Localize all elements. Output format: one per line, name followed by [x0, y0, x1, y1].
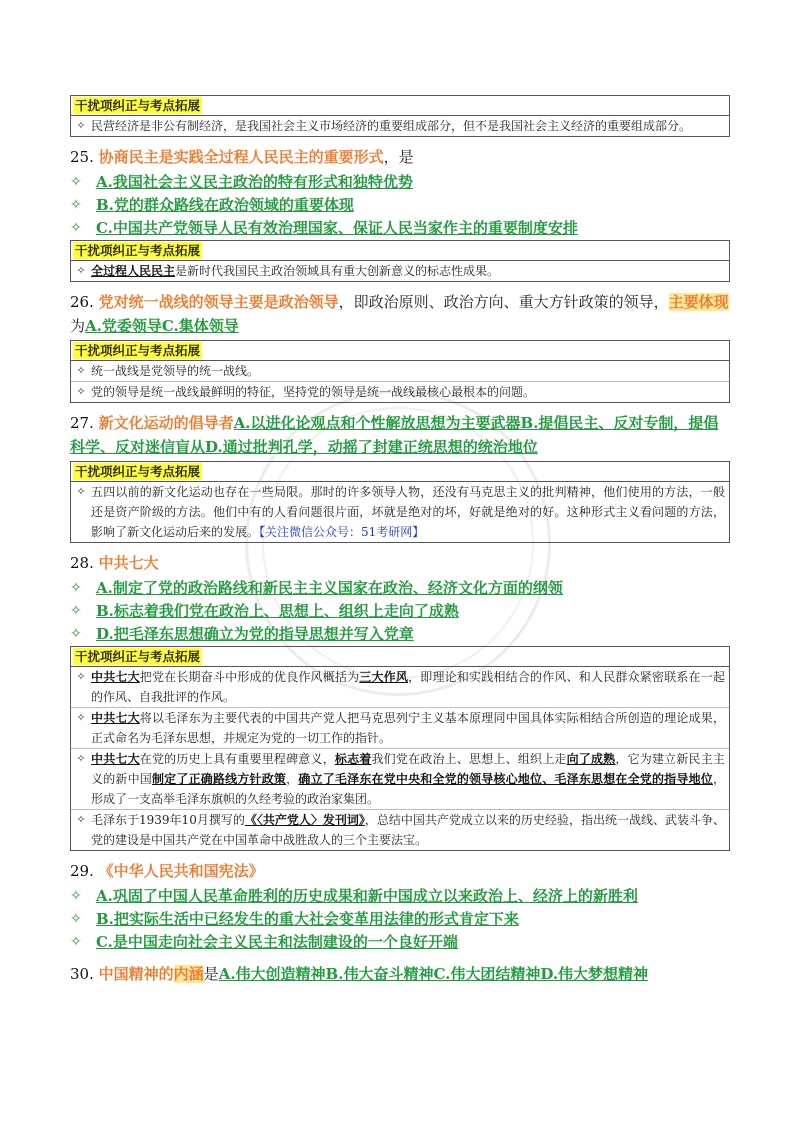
tip-box-1 — [70, 95, 730, 137]
question-30: 30. 中国精神的内涵是A.伟大创造精神B.伟大奋斗精神C.伟大团结精神D.伟大梦想精神 — [70, 965, 649, 983]
option-row: ✧ B.标志着我们党在政治上、思想上、组织上走向了成熟 — [70, 600, 730, 623]
page-content — [70, 95, 730, 988]
tip-box-title: 干扰项纠正与考点拓展 — [71, 462, 729, 482]
diamond-icon: ✧ — [70, 580, 82, 596]
tip-box-3 — [70, 340, 730, 403]
diamond-bullet-icon: ✧ — [76, 385, 86, 398]
tip-box-title: 干扰项纠正与考点拓展 — [71, 341, 729, 361]
option-row: ✧ A.制定了党的政治路线和新民主主义国家在政治、经济文化方面的纲领 — [70, 577, 730, 600]
tip-box-4 — [70, 461, 730, 543]
question-29: 29. 《中华人民共和国宪法》 — [70, 862, 264, 880]
diamond-bullet-icon: ✧ — [76, 752, 86, 765]
diamond-bullet-icon: ✧ — [76, 813, 86, 826]
tip-row: ✧ 中共七大把党在长期奋斗中形成的优良作风概括为三大作风，即理论和实践相结合的作风、和人民群众紧密联系在一起的作风、自我批评的作风。 — [71, 667, 729, 707]
option-row: ✧ C.中国共产党领导人民有效治理国家、保证人民当家作主的重要制度安排 — [70, 217, 730, 240]
diamond-bullet-icon: ✧ — [76, 485, 86, 498]
tip-row: ✧ 中共七大将以毛泽东为主要代表的中国共产党人把马克思列宁主义基本原理同中国具体实际相结合所创造的理论成果，正式命名为毛泽东思想，并规定为党的一切工作的指针。 — [71, 707, 729, 748]
tip-box-2 — [70, 240, 730, 282]
tip-box-title: 干扰项纠正与考点拓展 — [71, 96, 729, 116]
diamond-icon: ✧ — [70, 174, 82, 190]
tip-box-title: 干扰项纠正与考点拓展 — [71, 647, 729, 667]
diamond-bullet-icon: ✧ — [76, 711, 86, 724]
option-row: ✧ B.党的群众路线在政治领域的重要体现 — [70, 194, 730, 217]
option-row: ✧ D.把毛泽东思想确立为党的指导思想并写入党章 — [70, 623, 730, 646]
tip-row: ✧ 中共七大在党的历史上具有重要里程碑意义，标志着我们党在政治上、思想上、组织上走向了成熟，它为建立新民主主义的新中国制定了正确路线方针政策，确立了毛泽东在党中央和全党的领导核心地位、毛泽东思想在全党的指导地位，形成了一支高举毛泽东旗帜的久经考验的政治家集团。 — [71, 748, 729, 809]
diamond-bullet-icon: ✧ — [76, 670, 86, 683]
tip-row: ✧ 统一战线是党领导的统一战线。 — [71, 361, 729, 381]
option-row: ✧ A.我国社会主义民主政治的特有形式和独特优势 — [70, 171, 730, 194]
diamond-icon: ✧ — [70, 220, 82, 236]
option-row: ✧ C.是中国走向社会主义民主和法制建设的一个良好开端 — [70, 931, 730, 954]
diamond-icon: ✧ — [70, 197, 82, 213]
question-28: 28. 中共七大 — [70, 554, 159, 572]
diamond-icon: ✧ — [70, 934, 82, 950]
tip-row: ✧ 民营经济是非公有制经济，是我国社会主义市场经济的重要组成部分，但不是我国社会主义经济的重要组成部分。 — [71, 116, 729, 136]
tip-row: ✧ 毛泽东于1939年10月撰写的《〈共产党人〉发刊词》，总结中国共产党成立以来的历史经验，指出统一战线、武装斗争、党的建设是中国共产党在中国革命中战胜敌人的三个主要法宝。 — [71, 809, 729, 850]
tip-box-5 — [70, 646, 730, 851]
tip-box-title: 干扰项纠正与考点拓展 — [71, 241, 729, 261]
diamond-bullet-icon: ✧ — [76, 364, 86, 377]
diamond-icon: ✧ — [70, 888, 82, 904]
question-25: 25. 协商民主是实践全过程人民民主的重要形式，是 — [70, 148, 414, 166]
tip-row: ✧ 五四以前的新文化运动也存在一些局限。那时的许多领导人物，还没有马克思主义的批判精神，他们使用的方法，一般还是资产阶级的方法。他们中有的人看问题很片面，坏就是绝对的坏，好就是绝对的好。这种形式主义看问题的方法，影响了新文化运动后来的发展。【关注微信公众号：51考研网】 — [71, 482, 729, 542]
option-row: ✧ B.把实际生活中已经发生的重大社会变革用法律的形式肯定下来 — [70, 908, 730, 931]
diamond-bullet-icon: ✧ — [76, 264, 86, 277]
tip-row: ✧ 党的领导是统一战线最鲜明的特征，坚持党的领导是统一战线最核心最根本的问题。 — [71, 381, 729, 402]
diamond-bullet-icon: ✧ — [76, 119, 86, 132]
option-row: ✧ A.巩固了中国人民革命胜利的历史成果和新中国成立以来政治上、经济上的新胜利 — [70, 885, 730, 908]
diamond-icon: ✧ — [70, 603, 82, 619]
diamond-icon: ✧ — [70, 626, 82, 642]
diamond-icon: ✧ — [70, 911, 82, 927]
tip-row: ✧ 全过程人民民主是新时代我国民主政治领域具有重大创新意义的标志性成果。 — [71, 261, 729, 281]
wechat-link[interactable]: 【关注微信公众号：51考研网】 — [259, 525, 425, 539]
question-27: 27. 新文化运动的倡导者A.以进化论观点和个性解放思想为主要武器B.提倡民主、反对专制，提倡科学、反对迷信盲从D.通过批判孔学，动摇了封建正统思想的统治地位 — [70, 414, 719, 456]
question-26: 26. 党对统一战线的领导主要是政治领导，即政治原则、政治方向、重大方针政策的领导，主要体现为A.党委领导C.集体领导 — [70, 293, 729, 335]
